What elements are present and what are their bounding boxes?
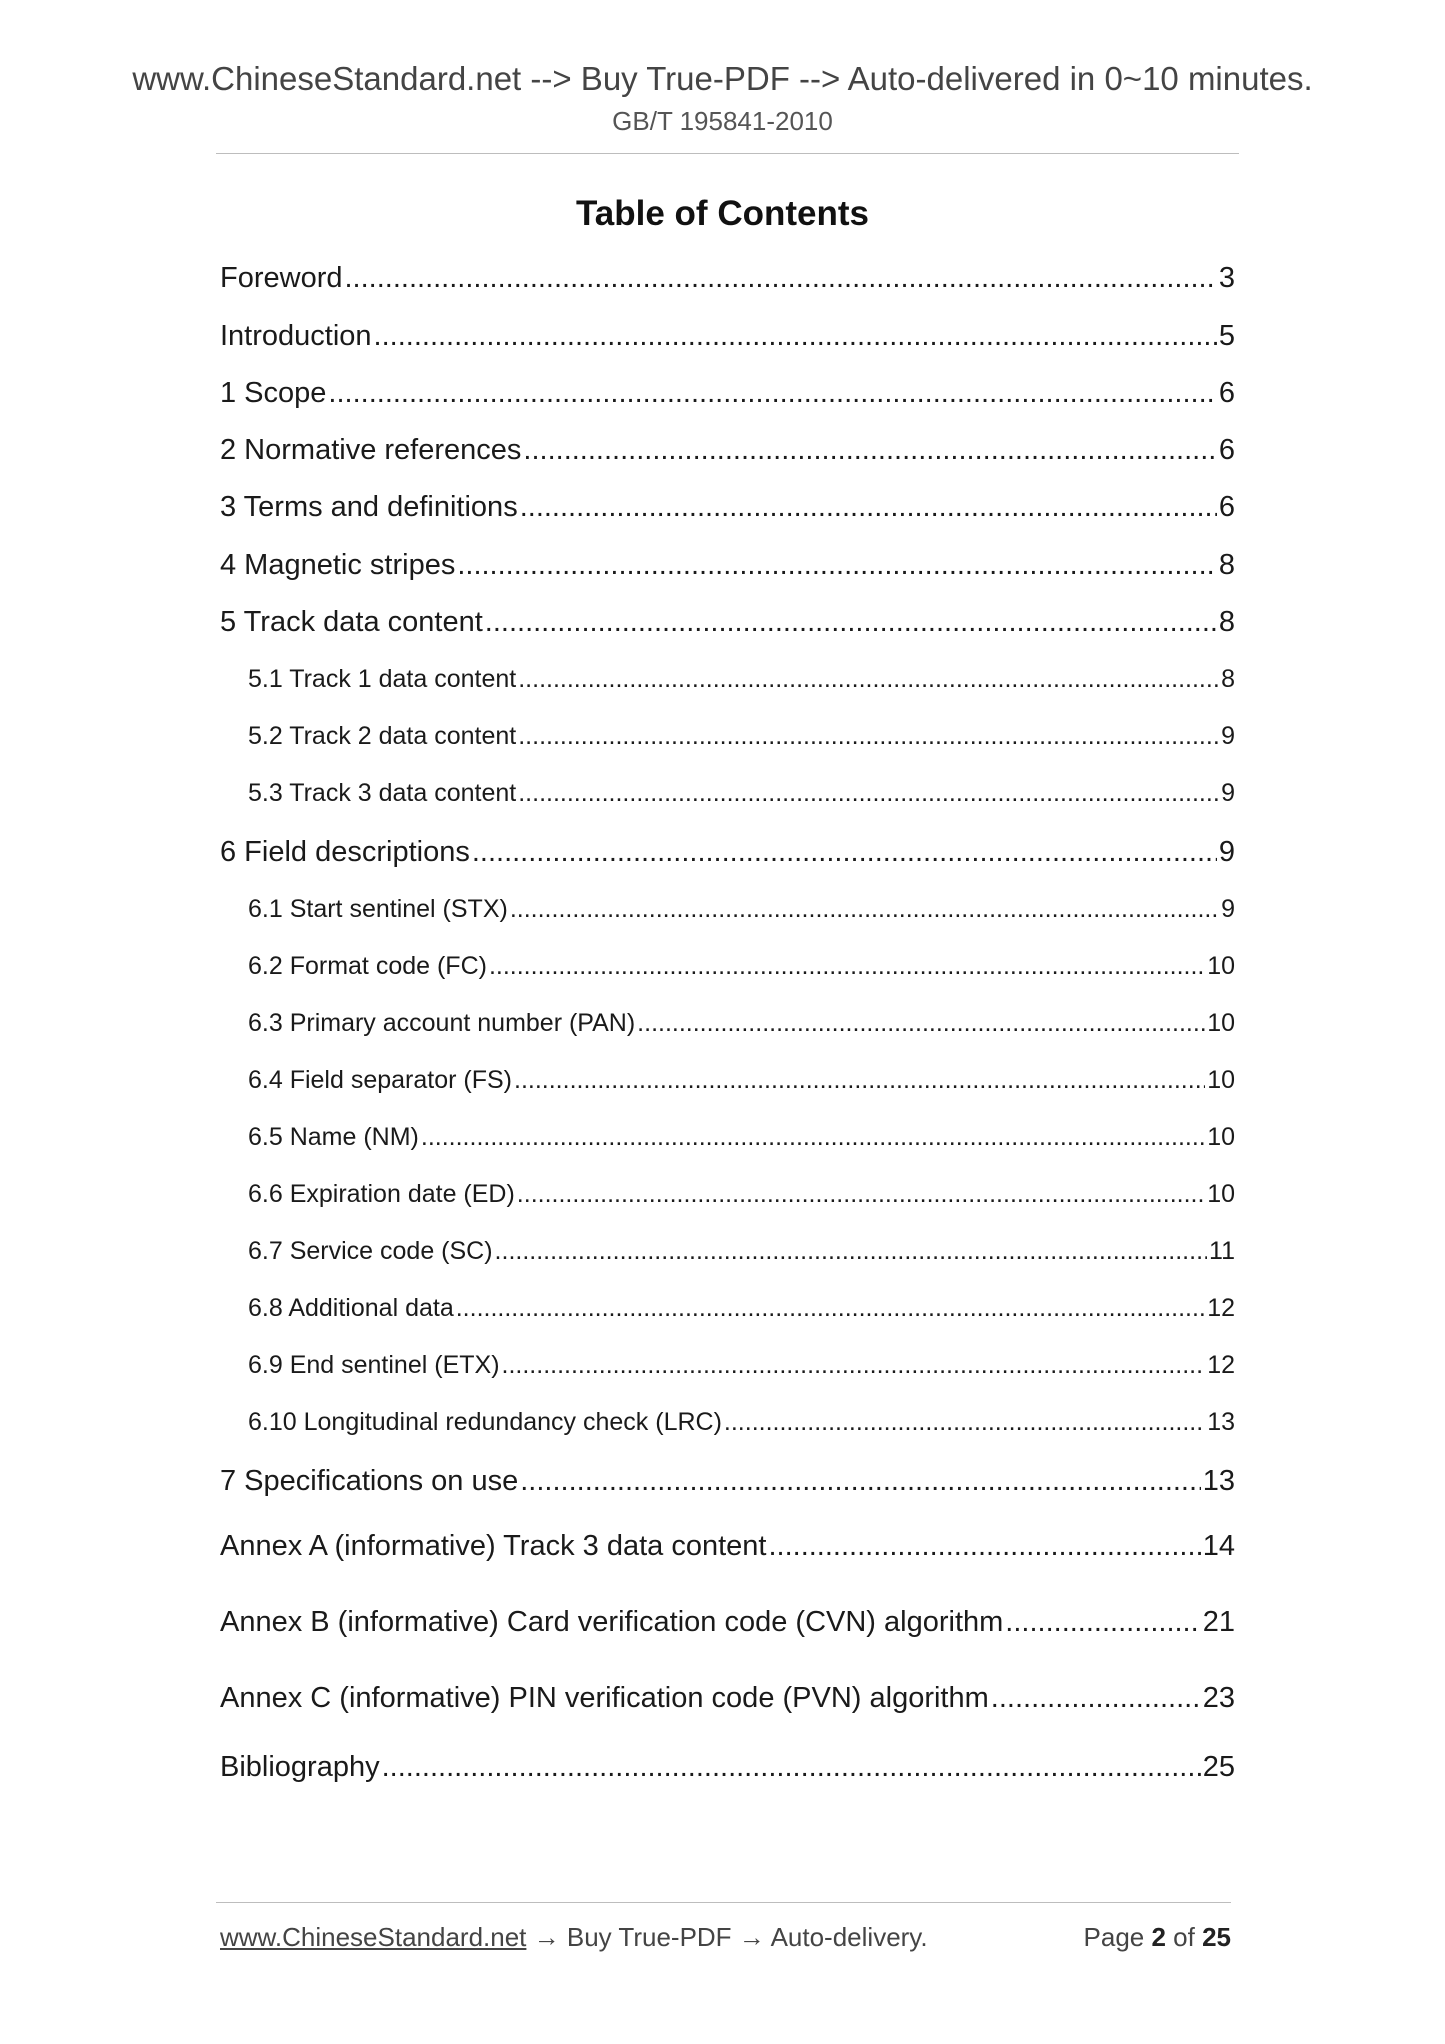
toc-dot-leader — [489, 952, 1205, 981]
toc-dot-leader — [518, 665, 1219, 694]
page-of: of — [1165, 1922, 1203, 1952]
toc-dot-leader — [345, 262, 1217, 295]
toc-entry-label: Bibliography — [220, 1751, 380, 1783]
toc-entry-page: 10 — [1207, 1180, 1235, 1208]
toc-dot-leader — [520, 491, 1217, 524]
toc-dot-leader — [374, 320, 1217, 353]
toc-entry-label: 5.2 Track 2 data content — [248, 722, 517, 750]
toc-entry-page: 3 — [1218, 262, 1235, 294]
toc-dot-leader — [495, 1237, 1208, 1266]
toc-entry-label: 6.2 Format code (FC) — [248, 952, 487, 980]
toc-dot-leader — [1005, 1606, 1200, 1639]
toc-entry-page: 25 — [1202, 1751, 1235, 1783]
toc-dot-leader — [724, 1408, 1205, 1437]
header-banner: www.ChineseStandard.net --> Buy True-PDF --> Auto-delivered in 0~10 minutes. — [132, 60, 1313, 97]
toc-entry[interactable] — [220, 1530, 1235, 1563]
toc-entry[interactable] — [248, 1066, 1235, 1095]
header-divider — [216, 153, 1239, 154]
toc-dot-leader — [485, 606, 1217, 639]
toc-dot-leader — [517, 1180, 1205, 1209]
toc-dot-leader — [457, 549, 1217, 582]
toc-entry-label: 1 Scope — [220, 377, 327, 409]
toc-entry[interactable] — [248, 895, 1235, 924]
page-header — [0, 58, 1445, 138]
toc-entry-label: 6.3 Primary account number (PAN) — [248, 1009, 636, 1037]
toc-entry-label: Annex C (informative) PIN verification code (PVN) algorithm — [220, 1682, 989, 1714]
toc-entry-label: 6.5 Name (NM) — [248, 1123, 419, 1151]
toc-entry-label: 3 Terms and definitions — [220, 491, 518, 523]
toc-entry[interactable] — [248, 1237, 1235, 1266]
page-footer — [220, 1922, 1231, 1953]
toc-entry-page: 8 — [1218, 606, 1235, 638]
toc-entry-label: 6.10 Longitudinal redundancy check (LRC) — [248, 1408, 722, 1436]
toc-entry-label: 2 Normative references — [220, 434, 522, 466]
toc-dot-leader — [456, 1294, 1205, 1323]
toc-entry[interactable] — [248, 779, 1235, 808]
toc-entry-page: 8 — [1221, 665, 1235, 693]
toc-entry-label: 4 Magnetic stripes — [220, 549, 456, 581]
toc-entry-page: 21 — [1202, 1606, 1235, 1638]
toc-entry-label: Annex A (informative) Track 3 data content — [220, 1530, 767, 1562]
toc-dot-leader — [518, 779, 1219, 808]
toc-dot-leader — [991, 1682, 1201, 1715]
page-total: 25 — [1202, 1922, 1231, 1952]
toc-entry[interactable] — [248, 1180, 1235, 1209]
toc-entry-page: 6 — [1218, 491, 1235, 523]
footer-divider — [216, 1902, 1231, 1903]
toc-entry[interactable] — [220, 1682, 1235, 1715]
page-current: 2 — [1151, 1922, 1166, 1952]
toc-entry-label: 6.7 Service code (SC) — [248, 1237, 493, 1265]
toc-dot-leader — [510, 895, 1219, 924]
toc-dot-leader — [520, 1465, 1200, 1498]
toc-dot-leader — [421, 1123, 1205, 1152]
footer-tail: → Buy True-PDF → Auto-delivery. — [526, 1922, 928, 1952]
toc-entry[interactable] — [248, 952, 1235, 981]
toc-dot-leader — [472, 836, 1217, 869]
toc-entry-page: 10 — [1207, 1123, 1235, 1151]
toc-entry[interactable] — [220, 606, 1235, 639]
toc-entry[interactable] — [220, 434, 1235, 467]
toc-entry-page: 6 — [1218, 377, 1235, 409]
toc-entry-page: 13 — [1207, 1408, 1235, 1436]
toc-entry-label: 6 Field descriptions — [220, 836, 470, 868]
toc-entry-page: 9 — [1221, 779, 1235, 807]
toc-entry[interactable] — [248, 1294, 1235, 1323]
toc-entry-label: 6.6 Expiration date (ED) — [248, 1180, 515, 1208]
toc-dot-leader — [328, 377, 1216, 410]
toc-entry-page: 12 — [1207, 1351, 1235, 1379]
toc-entry-page: 9 — [1218, 836, 1235, 868]
toc-entry[interactable] — [220, 549, 1235, 582]
toc-dot-leader — [518, 722, 1219, 751]
toc-dot-leader — [637, 1009, 1205, 1038]
toc-entry-label: 7 Specifications on use — [220, 1465, 519, 1497]
toc-entry-label: 6.9 End sentinel (ETX) — [248, 1351, 500, 1379]
toc-dot-leader — [514, 1066, 1205, 1095]
toc-entry[interactable] — [248, 665, 1235, 694]
toc-entry[interactable] — [220, 1751, 1235, 1784]
footer-link[interactable]: www.ChineseStandard.net — [220, 1922, 527, 1952]
toc-entry[interactable] — [248, 1351, 1235, 1380]
toc-entry-page: 13 — [1202, 1465, 1235, 1497]
toc-entry-label: 5.1 Track 1 data content — [248, 665, 517, 693]
toc-entry-label: 5 Track data content — [220, 606, 483, 638]
toc-entry-page: 9 — [1221, 895, 1235, 923]
toc-entry-page: 23 — [1202, 1682, 1235, 1714]
toc-entry-label: 5.3 Track 3 data content — [248, 779, 517, 807]
toc-entry-page: 11 — [1209, 1237, 1235, 1265]
toc-entry[interactable] — [220, 1465, 1235, 1498]
page-prefix: Page — [1083, 1922, 1152, 1952]
toc-entry[interactable] — [220, 491, 1235, 524]
toc-entry-page: 10 — [1207, 1009, 1235, 1037]
toc-entry[interactable] — [220, 320, 1235, 353]
page-number — [1084, 1922, 1231, 1953]
toc-entry-page: 10 — [1207, 952, 1235, 980]
toc-entry[interactable] — [248, 722, 1235, 751]
toc-entry-page: 6 — [1218, 434, 1235, 466]
footer-left — [220, 1922, 928, 1953]
toc-entry-page: 10 — [1207, 1066, 1235, 1094]
toc-entry-label: Foreword — [220, 262, 343, 294]
toc-entry[interactable] — [220, 262, 1235, 295]
toc-entry[interactable] — [248, 1123, 1235, 1152]
toc-title: Table of Contents — [576, 194, 869, 233]
toc-entry-page: 8 — [1218, 549, 1235, 581]
toc-dot-leader — [523, 434, 1216, 467]
toc-entry-label: 6.1 Start sentinel (STX) — [248, 895, 508, 923]
toc-entry-page: 14 — [1202, 1530, 1235, 1562]
header-standard-number: GB/T 195841-2010 — [612, 106, 833, 136]
toc-entry-page: 5 — [1218, 320, 1235, 352]
toc-entry[interactable] — [248, 1009, 1235, 1038]
toc-entry-label: Annex B (informative) Card verification code (CVN) algorithm — [220, 1606, 1004, 1638]
toc-entry-page: 9 — [1221, 722, 1235, 750]
toc-dot-leader — [382, 1751, 1201, 1784]
toc-entry-page: 12 — [1207, 1294, 1235, 1322]
toc-entry[interactable] — [220, 1606, 1235, 1639]
toc-dot-leader — [768, 1530, 1200, 1563]
toc-entry-label: 6.8 Additional data — [248, 1294, 454, 1322]
toc-entry-label: 6.4 Field separator (FS) — [248, 1066, 512, 1094]
toc-entry-label: Introduction — [220, 320, 372, 352]
toc-entry[interactable] — [248, 1408, 1235, 1437]
toc-entry[interactable] — [220, 836, 1235, 869]
toc-dot-leader — [502, 1351, 1206, 1380]
toc-entry[interactable] — [220, 377, 1235, 410]
